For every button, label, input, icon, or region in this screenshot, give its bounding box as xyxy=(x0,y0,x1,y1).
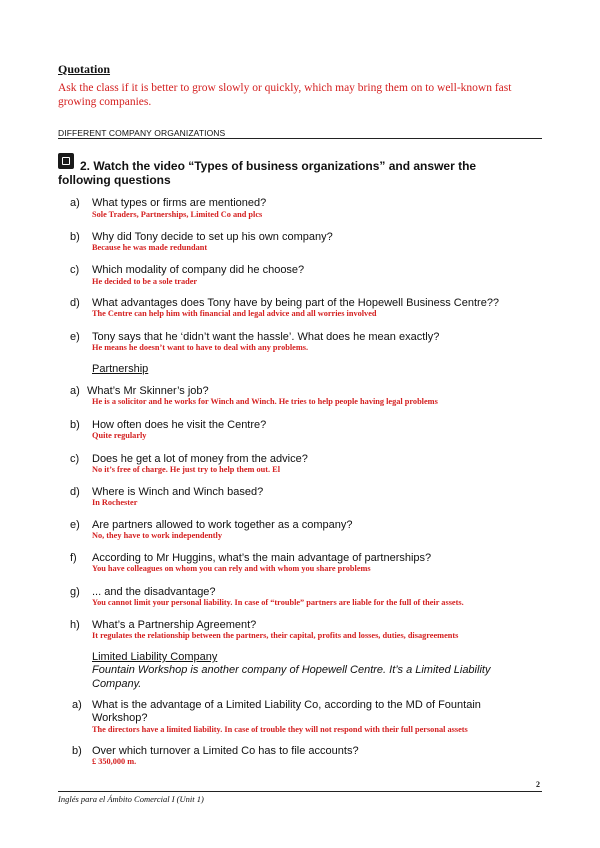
question-number: b) xyxy=(70,419,80,431)
question-text: Tony says that he ‘didn’t want the hassle’. What does he mean exactly? xyxy=(92,331,440,343)
limited-company-heading: Limited Liability Company xyxy=(92,651,218,663)
question-number: d) xyxy=(70,297,80,309)
answer-text: He decided to be a sole trader xyxy=(92,277,198,286)
quotation-heading: Quotation xyxy=(58,62,111,76)
answer-text: No, they have to work independently xyxy=(92,531,222,540)
question-text: According to Mr Huggins, what’s the main advantage of partnerships? xyxy=(92,552,432,564)
quotation-text: Ask the class if it is better to grow slowly or quickly, which may bring them on to well-known fast growing companies. xyxy=(58,82,512,108)
answer-text: £ 350,000 m. xyxy=(92,757,137,766)
question-number: c) xyxy=(70,453,80,465)
limited-company-description: Fountain Workshop is another company of Hopewell Centre. It’s a Limited Liability Company. xyxy=(92,664,491,690)
question-text: What is the advantage of a Limited Liability Co, according to the MD of Fountain Workshop? xyxy=(92,699,481,724)
answer-text: The directors have a limited liability. In case of trouble they will not respond with their full personal assets xyxy=(92,725,468,734)
answer-text: You cannot limit your personal liability. In case of “trouble” partners are liable for the full of their assets. xyxy=(92,598,464,607)
answer-text: Sole Traders, Partnerships, Limited Co and plcs xyxy=(92,210,263,219)
question-text: Are partners allowed to work together as a company? xyxy=(92,519,353,531)
answer-text: The Centre can help him with financial and legal advice and all worries involved xyxy=(92,309,377,318)
section-heading: DIFFERENT COMPANY ORGANIZATIONS xyxy=(58,128,226,138)
question-number: g) xyxy=(70,586,80,598)
question-number: c) xyxy=(70,264,80,276)
section-divider xyxy=(58,138,542,139)
question-number: b) xyxy=(72,745,82,757)
partnership-heading: Partnership xyxy=(92,363,149,375)
question-number: a) xyxy=(70,385,80,397)
question-number: e) xyxy=(70,519,80,531)
answer-text: In Rochester xyxy=(92,498,138,507)
question-text: Which modality of company did he choose? xyxy=(92,264,305,276)
question-number: a) xyxy=(72,699,82,711)
footer-divider xyxy=(58,791,542,792)
answer-text: No it’s free of charge. He just try to help them out. El xyxy=(92,465,281,474)
answer-text: He means he doesn’t want to have to deal with any problems. xyxy=(92,343,309,352)
question-text: How often does he visit the Centre? xyxy=(92,419,267,431)
question-text: What’s a Partnership Agreement? xyxy=(92,619,257,631)
answer-text: It regulates the relationship between the partners, their capital, profits and losses, duties, disagreements xyxy=(92,631,459,640)
question-number: h) xyxy=(70,619,80,631)
question-number: e) xyxy=(70,331,80,343)
question-text: What types or firms are mentioned? xyxy=(92,197,267,209)
question-number: f) xyxy=(70,552,77,564)
page-number: 2 xyxy=(536,780,540,789)
question-number: b) xyxy=(70,231,80,243)
question-number: a) xyxy=(70,197,80,209)
answer-text: He is a solicitor and he works for Winch and Winch. He tries to help people having legal problems xyxy=(92,397,438,406)
question-text: Where is Winch and Winch based? xyxy=(92,486,264,498)
question-text: Does he get a lot of money from the advice? xyxy=(92,453,308,465)
question-text: Over which turnover a Limited Co has to file accounts? xyxy=(92,745,359,757)
question-text: ... and the disadvantage? xyxy=(92,586,216,598)
question-text: What’s Mr Skinner’s job? xyxy=(87,385,209,397)
task-title: 2. Watch the video “Types of business organizations” and answer the following questions xyxy=(58,159,477,187)
question-number: d) xyxy=(70,486,80,498)
answer-text: Quite regularly xyxy=(92,431,147,440)
answer-text: You have colleagues on whom you can rely and with whom you share problems xyxy=(92,564,371,573)
footer-text: Inglés para el Ámbito Comercial I (Unit 1) xyxy=(58,794,204,804)
answer-text: Because he was made redundant xyxy=(92,243,208,252)
question-text: Why did Tony decide to set up his own company? xyxy=(92,231,333,243)
question-text: What advantages does Tony have by being part of the Hopewell Business Centre?? xyxy=(92,297,500,309)
